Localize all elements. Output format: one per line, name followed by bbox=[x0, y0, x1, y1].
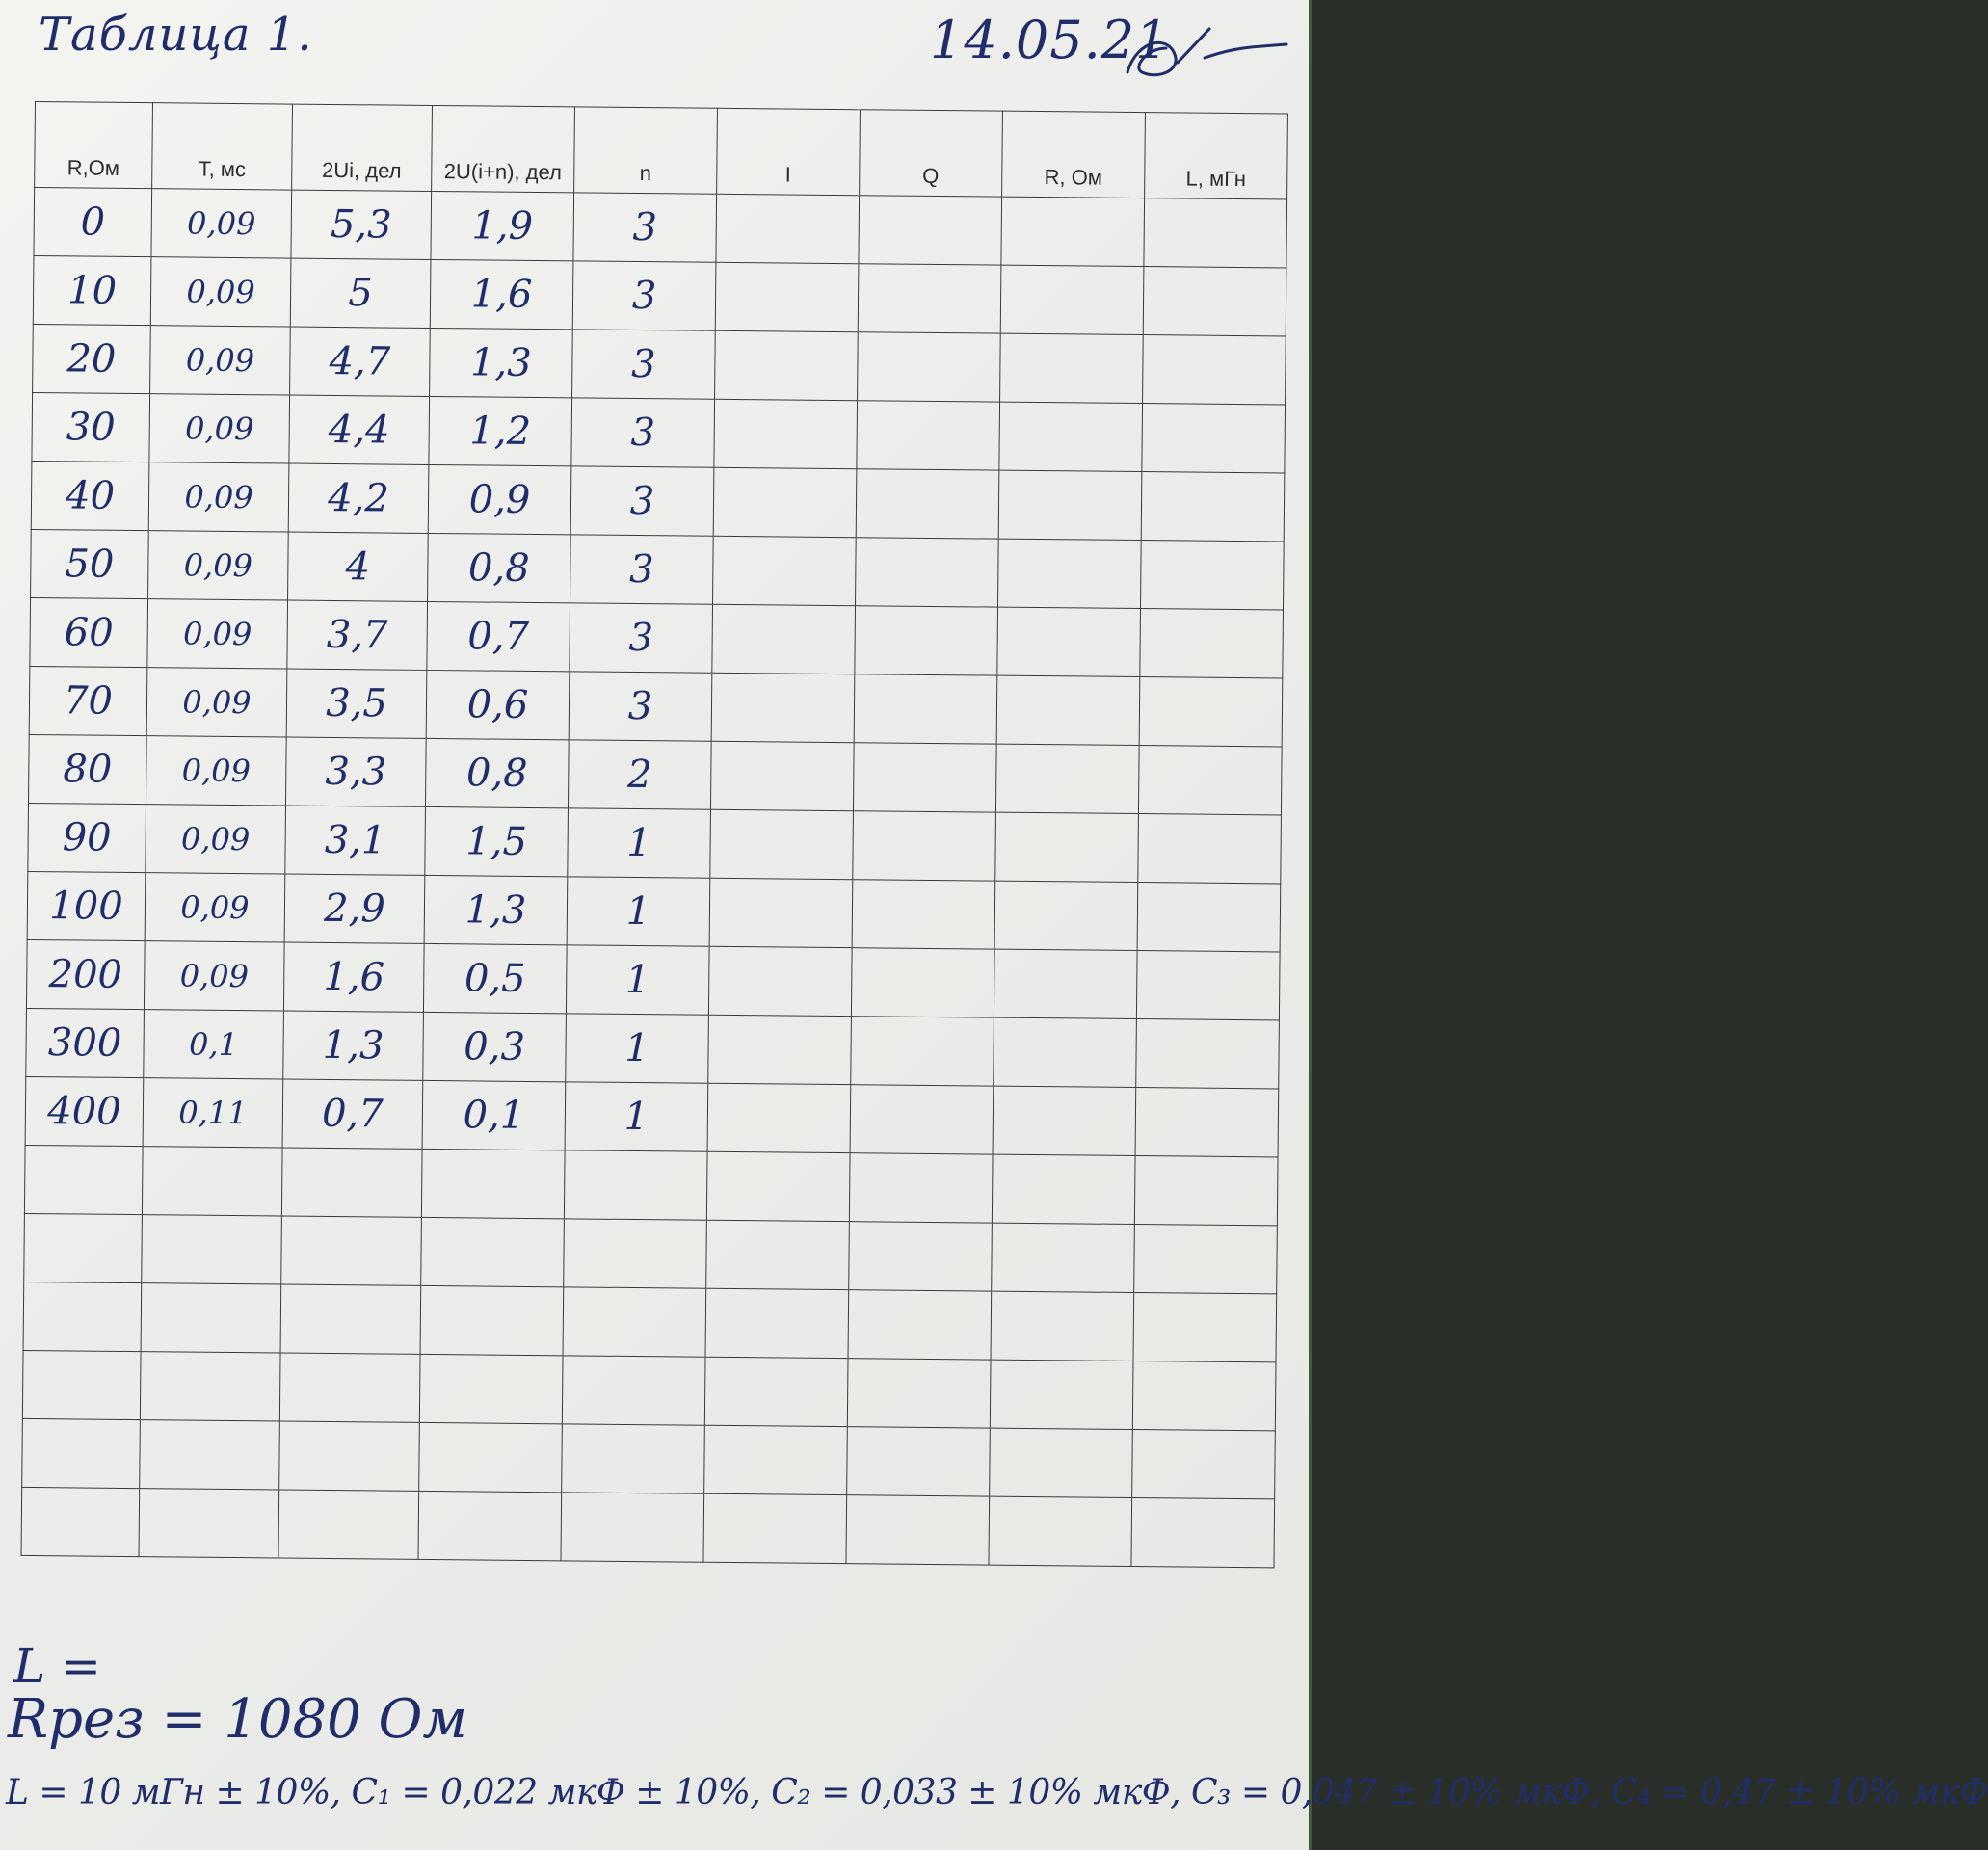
table-cell bbox=[1138, 814, 1282, 884]
table-cell bbox=[708, 1015, 852, 1084]
table-cell bbox=[1140, 541, 1284, 610]
table-cell bbox=[857, 401, 1000, 470]
table-cell bbox=[1136, 1019, 1280, 1089]
table-cell: 1,6 bbox=[430, 259, 573, 329]
resonance-resistance: Rрез = 1080 Ом bbox=[8, 1688, 467, 1751]
table-cell: 0,1 bbox=[144, 1010, 284, 1079]
table-cell: 4,4 bbox=[289, 395, 430, 464]
table-cell: 0 bbox=[34, 188, 152, 257]
table-cell: 0,09 bbox=[150, 257, 291, 327]
table-row bbox=[28, 803, 1282, 883]
table-cell bbox=[847, 1359, 991, 1428]
table-cell bbox=[1000, 333, 1144, 403]
table-cell bbox=[1139, 677, 1283, 747]
table-cell: 0,09 bbox=[146, 736, 287, 806]
table-row bbox=[24, 1213, 1278, 1293]
page-edge bbox=[1309, 0, 1312, 1850]
table-cell bbox=[714, 399, 858, 468]
table-cell bbox=[707, 1083, 851, 1152]
table-cell bbox=[563, 1287, 706, 1357]
table-cell: 3 bbox=[570, 603, 713, 673]
table-cell bbox=[709, 878, 853, 947]
table-cell bbox=[855, 606, 998, 675]
table-cell bbox=[705, 1288, 849, 1358]
table-cell: 2,9 bbox=[284, 874, 425, 943]
table-cell: 0,11 bbox=[143, 1078, 283, 1148]
table-cell bbox=[859, 196, 1002, 265]
table-cell: 0,09 bbox=[151, 189, 292, 258]
table-cell bbox=[848, 1290, 992, 1360]
table-cell bbox=[852, 880, 995, 949]
table-cell: 90 bbox=[28, 803, 146, 872]
table-cell bbox=[853, 811, 996, 881]
table-cell: 80 bbox=[29, 734, 147, 804]
table-cell: 2 bbox=[568, 740, 711, 809]
data-table bbox=[21, 101, 1288, 1568]
table-cell bbox=[1143, 267, 1286, 336]
table-cell bbox=[993, 1086, 1136, 1155]
table-cell: 1 bbox=[568, 808, 711, 878]
table-cell bbox=[278, 1490, 419, 1559]
table-cell bbox=[716, 194, 860, 263]
table-cell bbox=[991, 1291, 1134, 1361]
table-cell bbox=[999, 402, 1143, 471]
table-cell bbox=[998, 470, 1142, 540]
table-cell bbox=[712, 604, 856, 674]
table-cell bbox=[710, 741, 854, 810]
table-cell bbox=[1137, 883, 1281, 952]
table-cell bbox=[1136, 951, 1280, 1020]
table-row bbox=[33, 255, 1286, 335]
column-header: I bbox=[717, 108, 861, 195]
table-cell bbox=[994, 1018, 1137, 1087]
table-cell bbox=[280, 1284, 421, 1354]
table-cell bbox=[706, 1151, 850, 1221]
column-header: 2Ui, дел bbox=[292, 104, 433, 191]
table-cell bbox=[281, 1148, 422, 1217]
table-cell: 0,8 bbox=[425, 738, 569, 807]
table-cell: 1,3 bbox=[424, 875, 568, 944]
table-cell bbox=[1144, 198, 1287, 268]
table-cell: 0,09 bbox=[147, 599, 288, 669]
table-row bbox=[22, 1350, 1276, 1430]
table-cell bbox=[23, 1282, 142, 1351]
table-cell bbox=[1142, 404, 1286, 473]
table-row bbox=[24, 1145, 1278, 1225]
table-cell: 400 bbox=[25, 1076, 144, 1146]
table-cell bbox=[851, 1017, 994, 1086]
column-header: 2U(i+n), дел bbox=[432, 105, 575, 192]
table-cell: 300 bbox=[26, 1008, 145, 1077]
table-cell bbox=[708, 946, 852, 1016]
table-cell: 200 bbox=[26, 939, 145, 1009]
table-cell bbox=[1132, 1430, 1276, 1499]
table-cell bbox=[856, 469, 999, 539]
table-cell: 1,6 bbox=[283, 942, 424, 1012]
table-cell: 3 bbox=[570, 466, 714, 536]
table-cell bbox=[22, 1418, 141, 1488]
table-cell: 100 bbox=[27, 871, 146, 940]
table-cell bbox=[992, 1223, 1135, 1292]
table-cell: 0,09 bbox=[150, 326, 291, 395]
table-cell bbox=[1131, 1497, 1275, 1567]
table-cell: 0,9 bbox=[428, 464, 571, 534]
table-cell bbox=[142, 1215, 282, 1284]
table-cell bbox=[858, 264, 1001, 333]
table-cell bbox=[995, 744, 1139, 813]
table-cell bbox=[139, 1489, 279, 1558]
table-cell bbox=[847, 1427, 991, 1496]
table-title: Таблица 1. bbox=[39, 8, 313, 62]
table-row bbox=[31, 529, 1285, 609]
table-cell: 0,1 bbox=[422, 1080, 566, 1150]
table-cell: 50 bbox=[31, 529, 149, 598]
table-cell bbox=[561, 1493, 704, 1562]
table-cell bbox=[140, 1352, 280, 1421]
table-cell bbox=[21, 1487, 140, 1556]
column-header: L, мГн bbox=[1145, 113, 1288, 199]
table-cell bbox=[858, 332, 1001, 402]
table-cell: 3 bbox=[570, 535, 714, 604]
table-row bbox=[26, 939, 1280, 1019]
table-cell: 3,7 bbox=[287, 600, 428, 670]
table-cell: 3,1 bbox=[285, 806, 426, 875]
table-row bbox=[34, 188, 1287, 268]
table-cell: 0,7 bbox=[282, 1079, 423, 1149]
table-cell bbox=[142, 1147, 282, 1216]
table-cell: 70 bbox=[29, 666, 147, 735]
table-cell bbox=[998, 539, 1142, 608]
table-cell bbox=[703, 1493, 847, 1563]
table-cell: 0,09 bbox=[149, 394, 290, 463]
table-row bbox=[31, 461, 1285, 541]
table-cell: 0,09 bbox=[146, 805, 286, 874]
table-cell bbox=[715, 262, 859, 331]
table-cell bbox=[710, 809, 854, 879]
table-cell: 4,2 bbox=[288, 463, 429, 533]
table-cell: 3 bbox=[572, 261, 716, 330]
table-cell bbox=[419, 1354, 563, 1423]
table-cell bbox=[715, 330, 859, 400]
table-cell bbox=[711, 673, 855, 742]
table-cell: 3 bbox=[572, 330, 716, 399]
table-cell bbox=[1132, 1361, 1276, 1431]
table-cell bbox=[1134, 1225, 1278, 1294]
table-cell bbox=[279, 1353, 420, 1422]
table-row bbox=[29, 734, 1283, 814]
table-cell: 0,09 bbox=[144, 941, 284, 1011]
table-cell bbox=[420, 1285, 564, 1355]
table-cell: 1,5 bbox=[425, 806, 569, 876]
table-cell bbox=[704, 1357, 848, 1426]
table-cell: 3 bbox=[573, 193, 717, 262]
table-row bbox=[21, 1487, 1275, 1567]
table-cell bbox=[564, 1219, 707, 1288]
table-cell: 10 bbox=[33, 255, 151, 325]
table-cell: 1,2 bbox=[429, 396, 572, 465]
column-header: R,Ом bbox=[35, 102, 153, 189]
table-cell bbox=[849, 1153, 993, 1223]
table-cell bbox=[1133, 1293, 1277, 1362]
table-cell bbox=[713, 467, 857, 537]
table-cell: 60 bbox=[30, 597, 148, 667]
table-cell bbox=[1000, 265, 1144, 334]
table-cell bbox=[1143, 335, 1286, 405]
table-cell bbox=[706, 1220, 850, 1289]
table-cell bbox=[853, 743, 996, 812]
table-cell bbox=[421, 1217, 565, 1286]
table-cell bbox=[992, 1154, 1135, 1224]
table-cell: 20 bbox=[33, 324, 151, 393]
table-cell: 0,3 bbox=[423, 1012, 567, 1081]
table-cell bbox=[1141, 472, 1285, 542]
table-cell: 0,09 bbox=[145, 873, 285, 942]
date-note: 14.05.21 bbox=[930, 10, 1170, 70]
table-cell bbox=[850, 1085, 994, 1154]
table-cell: 4,7 bbox=[290, 327, 431, 396]
table-cell bbox=[140, 1420, 280, 1490]
table-cell: 40 bbox=[31, 461, 149, 530]
table-row bbox=[26, 1008, 1280, 1088]
table-cell: 3,3 bbox=[285, 737, 426, 806]
table-cell bbox=[849, 1222, 993, 1291]
table-cell: 0,09 bbox=[148, 531, 289, 600]
table-cell bbox=[995, 812, 1139, 882]
table-cell bbox=[704, 1425, 848, 1494]
table-cell: 1 bbox=[566, 1014, 709, 1083]
table-cell bbox=[562, 1356, 705, 1425]
table-cell bbox=[854, 674, 997, 744]
table-row bbox=[32, 392, 1286, 472]
table-cell bbox=[994, 881, 1138, 950]
table-cell bbox=[281, 1216, 422, 1285]
table-cell bbox=[1138, 746, 1282, 815]
table-cell: 0,5 bbox=[423, 943, 567, 1013]
signature-icon bbox=[1118, 19, 1291, 96]
table-cell: 0,7 bbox=[427, 601, 570, 671]
table-cell bbox=[989, 1496, 1132, 1566]
table-row bbox=[25, 1076, 1279, 1156]
column-header: R, Ом bbox=[1002, 111, 1146, 198]
table-cell bbox=[994, 949, 1137, 1018]
table-row bbox=[23, 1282, 1277, 1361]
table-cell: 0,6 bbox=[426, 670, 570, 739]
inductance-label: L = bbox=[13, 1638, 101, 1694]
table-cell bbox=[1140, 609, 1284, 678]
table-cell: 1 bbox=[566, 945, 709, 1015]
table-cell bbox=[990, 1428, 1133, 1497]
table-cell: 1,3 bbox=[283, 1011, 424, 1080]
table-row bbox=[29, 666, 1283, 746]
table-cell bbox=[24, 1213, 143, 1282]
table-cell bbox=[996, 675, 1140, 745]
table-cell bbox=[713, 536, 857, 605]
table-cell bbox=[990, 1360, 1133, 1429]
table-cell: 0,09 bbox=[148, 462, 289, 532]
table-cell bbox=[24, 1145, 143, 1214]
component-specs: L = 10 мГн ± 10%, C₁ = 0,022 мкФ ± 10%, C₂ = 0,033 ± 10% мкФ, C₃ = 0,047 ± 10% мкФ, C₄ = 0,47 ± 10% мкФ bbox=[6, 1773, 1988, 1812]
table-cell bbox=[22, 1350, 141, 1419]
table-cell bbox=[562, 1424, 705, 1493]
table-row bbox=[22, 1418, 1276, 1498]
column-header: Q bbox=[860, 110, 1003, 197]
table-cell bbox=[997, 607, 1141, 676]
table-cell bbox=[851, 948, 994, 1018]
table-cell bbox=[856, 538, 999, 607]
column-header: T, мс bbox=[152, 103, 293, 190]
table-cell: 30 bbox=[32, 392, 150, 462]
table-cell: 3 bbox=[569, 672, 712, 741]
table-cell: 0,8 bbox=[428, 533, 571, 602]
table-cell bbox=[846, 1495, 990, 1565]
table-cell bbox=[418, 1491, 562, 1560]
table-cell: 1,3 bbox=[430, 328, 573, 397]
table-cell: 4 bbox=[288, 532, 429, 601]
table-cell: 1 bbox=[567, 877, 710, 946]
table-cell bbox=[141, 1283, 281, 1353]
table-cell bbox=[421, 1149, 565, 1218]
table-cell bbox=[564, 1150, 707, 1220]
column-header: n bbox=[574, 107, 718, 194]
table-cell: 3,5 bbox=[286, 669, 427, 738]
table-cell bbox=[419, 1422, 563, 1492]
table-cell bbox=[1134, 1156, 1278, 1226]
table-cell: 5,3 bbox=[291, 190, 432, 259]
table-cell: 0,09 bbox=[146, 668, 287, 737]
table-cell: 5 bbox=[290, 258, 431, 328]
table-row bbox=[33, 324, 1286, 404]
table-cell: 3 bbox=[571, 398, 715, 467]
table-row bbox=[27, 871, 1281, 951]
table-cell: 1 bbox=[565, 1082, 708, 1151]
table-cell bbox=[1001, 197, 1145, 266]
header-row bbox=[35, 102, 1288, 199]
table-cell bbox=[279, 1421, 420, 1491]
table-row bbox=[30, 597, 1284, 677]
table-cell bbox=[1135, 1088, 1279, 1157]
table-cell: 1,9 bbox=[431, 191, 574, 260]
